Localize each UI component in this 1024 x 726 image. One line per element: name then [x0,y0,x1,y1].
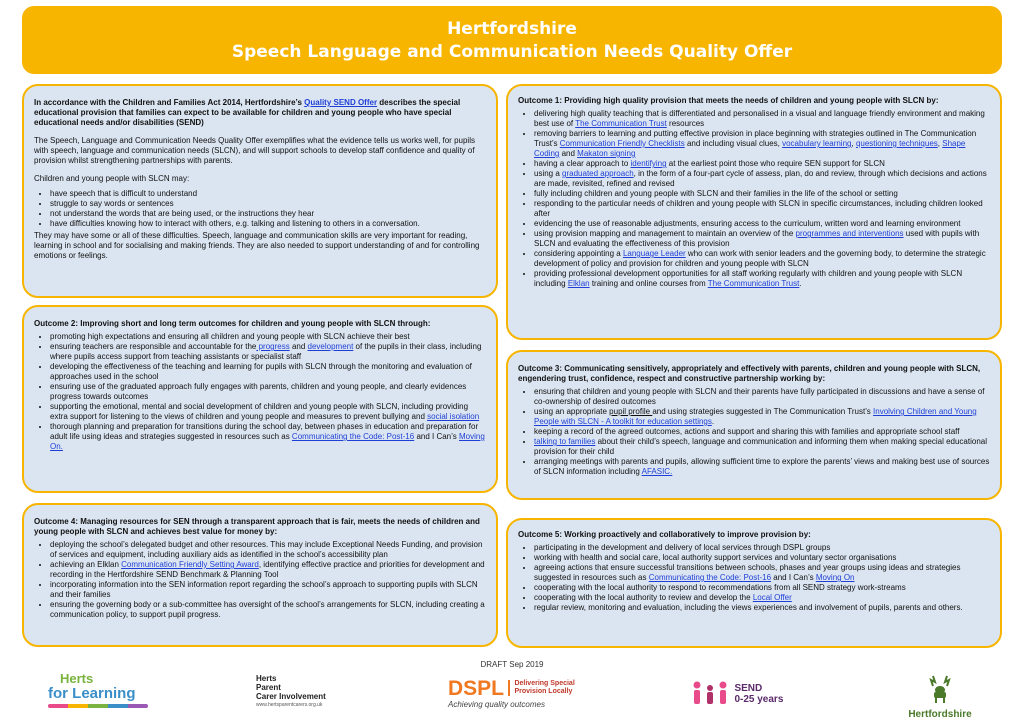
list-item: • having a clear approach to identifying at the earliest point those who require SEN support for SLCN [534,159,990,169]
development-link[interactable]: development [307,342,354,351]
pupil-profile-link[interactable]: pupil profile [609,407,653,416]
communicating-code-link[interactable]: Communicating the Code: Post-16 [291,432,415,441]
list-item: • have difficulties knowing how to interact with others, e.g. talking and listening to others in a conversation. [50,219,486,229]
list-item: • incorporating information into the SEN information report regarding the school’s approach to supporting pupils with SLCN and their families [50,580,486,600]
outcome-3-panel [506,350,1002,500]
list-item: • deploying the school’s delegated budget and other resources. This may include Exceptional Needs Funding, and provision of services and equipment, including auxiliary aids as identified in the school’s accessibility plan [50,540,486,560]
programmes-link[interactable]: programmes and interventions [795,229,904,238]
outcome-2-panel [22,305,498,493]
herts-parent-carer-involvement-logo: Herts Parent Carer Involvement www.hertsparentcarers.org.uk [256,674,326,708]
dspl-logo: DSPL Delivering Special Provision Locally Achieving quality outcomes [448,677,575,709]
list-item: • fully including children and young people with SLCN and their families in the life of the school or setting [534,189,990,199]
list-item: • talking to families about their child’s speech, language and communication and informing them when making special educational provision for their child [534,437,990,457]
outcome-4-panel [22,503,498,647]
herts-for-learning-logo: Herts for Learning [48,672,158,718]
hart-icon [923,672,957,704]
list-item: • developing the effectiveness of the teaching and learning for pupils with SLCN through the monitoring and evaluation of approaches used in the school [50,362,486,382]
shape-coding-link[interactable]: Shape Coding [534,139,966,158]
list-item: • ensuring teachers are responsible and accountable for the progress and development of the pupils in their class, including where pupils access support from teaching assistants or specialist staff [50,342,486,362]
list-item: • arranging meetings with parents and pupils, allowing sufficient time to explore the parents’ views and making best use of sources of SLCN information including AFASIC. [534,457,990,477]
checklists-link[interactable]: Communication Friendly Checklists [559,139,685,148]
intro-panel [22,84,498,298]
list-item: • removing barriers to learning and putting effective provision in place beginning with strategies outlined in The Communication Trust’s Communication Friendly Checklists and including visual clues, vocabulary learning, questioning techniques, Shape Coding and Makaton signing [534,129,990,159]
list-item: • thorough planning and preparation for transitions during the school day, between phases in education and preparation for adult life using ideas and strategies suggested in resources such as Communicating the Code: Post-16 and I Can’s Moving On. [50,422,486,452]
communication-trust-link[interactable]: The Communication Trust [575,119,667,128]
elklan-link[interactable]: Elklan [567,279,590,288]
family-icon [690,680,730,708]
language-leader-link[interactable]: Language Leader [622,249,686,258]
outcome-2-heading: Outcome 2: Improving short and long term outcomes for children and young people with SLCN through: [34,319,431,328]
list-item: • responding to the particular needs of children and young people with SLCN in specific circumstances, including children looked after [534,199,990,219]
outcome-2-list [34,332,486,452]
progress-link[interactable]: progress [256,342,290,351]
moving-on-link[interactable]: Moving On [815,573,855,582]
local-offer-link[interactable]: Local Offer [752,593,792,602]
draft-label: DRAFT Sep 2019 [480,660,544,669]
intro-closing: They may have some or all of these difficulties. Speech, language and communication skills are very important for reading, learning in school and for socialising and making friends. They are also needed to support understanding of and for controlling emotions or feelings. [34,231,480,260]
list-item: • cooperating with the local authority to respond to recommendations from all SEND strategy work-streams [534,583,990,593]
outcome-5-panel [506,518,1002,648]
list-item: • keeping a record of the agreed outcomes, actions and support and sharing this with families and appropriate school staff [534,427,990,437]
identifying-link[interactable]: identifying [630,159,667,168]
list-item: • using provision mapping and management to maintain an overview of the programmes and interventions used with pupils with SLCN and evaluating the effectiveness of this provision [534,229,990,249]
list-item: • struggle to say words or sentences [50,199,486,209]
title-banner [22,6,1002,74]
list-item: • working with health and social care, local authority support services and voluntary sector organisations [534,553,990,563]
outcome-4-list [34,540,486,620]
graduated-approach-link[interactable]: graduated approach [562,169,634,178]
list-item: • agreeing actions that ensure successful transitions between schools, phases and year groups using ideas and strategies suggested in resources such as Communicating the Code: Post-16 and I Can’s Moving On [534,563,990,583]
afasic-link[interactable]: AFASIC. [641,467,673,476]
list-item: • ensuring the governing body or a sub-committee has oversight of the school’s arrangements for SLCN, including creating a communication policy, to support pupil progress. [50,600,486,620]
involving-children-toolkit-link[interactable]: Involving Children and Young People with SLCN - A toolkit for education settings [534,407,977,426]
intro-heading: In accordance with the Children and Families Act 2014, Hertfordshire’s Quality SEND Offer describes the special educational provision that families can expect to be available for children and young people who have special educational needs and/or disabilities (SEND) [34,98,461,127]
social-isolation-link[interactable]: social isolation [427,412,480,421]
list-item: • ensuring that children and young people with SLCN and their parents have fully participated in discussions and have a sense of co-ownership of desired outcomes [534,387,990,407]
talking-to-families-link[interactable]: talking to families [534,437,596,446]
list-item: • considering appointing a Language Leader who can work with senior leaders and the governing body, to determine the strategic development of policy and provision for children and young people with SLCN [534,249,990,269]
list-item: • supporting the emotional, mental and social development of children and young people with SLCN, including providing extra support for listening to the views of children and young people and measures to prevent bullying and social isolation [50,402,486,422]
list-item: • have speech that is difficult to understand [50,189,486,199]
quality-send-offer-link[interactable]: Quality SEND Offer [304,98,378,107]
moving-on-link[interactable]: Moving On. [50,432,485,451]
page-title-county: Hertfordshire [447,19,577,39]
intro-list [34,189,486,229]
list-item: • using an appropriate pupil profile and using strategies suggested in The Communication Trust’s Involving Children and Young People with SLCN - A toolkit for education settings. [534,407,990,427]
list-item: • using a graduated approach, in the form of a four-part cycle of assess, plan, do and review, through which decisions and actions are made, revisited, refined and revised [534,169,990,189]
list-item: • providing professional development opportunities for all staff working regularly with children and young people with SLCN including Elklan training and online courses from The Communication Trust. [534,269,990,289]
setting-award-link[interactable]: Communication Friendly Setting Award [121,560,259,569]
list-item: • evidencing the use of reasonable adjustments, ensuring access to the curriculum, written word and learning environment [534,219,990,229]
list-item: • not understand the words that are being used, or the instructions they hear [50,209,486,219]
outcome-1-panel [506,84,1002,340]
makaton-link[interactable]: Makaton signing [577,149,636,158]
list-item: • regular review, monitoring and evaluation, including the views experiences and involvement of pupils, parents and others. [534,603,990,613]
list-item: • promoting high expectations and ensuring all children and young people with SLCN achieve their best [50,332,486,342]
page-title: Speech Language and Communication Needs Quality Offer [231,42,793,62]
list-item: • ensuring use of the graduated approach fully engages with parents, children and young people, and clearly evidences progress towards outcomes [50,382,486,402]
outcome-5-list [518,543,990,613]
questioning-link[interactable]: questioning techniques [855,139,938,148]
dots-decoration [48,704,148,708]
outcome-1-list [518,109,990,289]
list-item: • participating in the development and delivery of local services through DSPL groups [534,543,990,553]
hertfordshire-logo: Hertfordshire [900,672,980,718]
vocabulary-link[interactable]: vocabulary learning [782,139,852,148]
intro-lead: Children and young people with SLCN may: [34,174,190,183]
list-item: • delivering high quality teaching that is differentiated and personalised in a visual and language friendly environment and making best use of The Communication Trust resources [534,109,990,129]
list-item: • cooperating with the local authority to review and develop the Local Offer [534,593,990,603]
outcome-3-list [518,387,990,477]
communication-trust-link[interactable]: The Communication Trust [707,279,800,288]
list-item: • achieving an Elklan Communication Friendly Setting Award, identifying effective practice and priorities for development and recording in the Hertfordshire SEND Benchmark & Planning Tool [50,560,486,580]
outcome-5-heading: Outcome 5: Working proactively and collaboratively to improve provision by: [518,530,811,539]
outcome-4-heading: Outcome 4: Managing resources for SEN through a transparent approach that is fair, meets the needs of children and young people with SLCN and achieves best value for money by: [34,517,480,536]
communicating-code-link[interactable]: Communicating the Code: Post-16 [648,573,772,582]
send-0-25-logo: SEND 0-25 years [690,680,800,726]
intro-paragraph: The Speech, Language and Communication Needs Quality Offer exemplifies what the evidence tells us works well, for pupils with speech, language and communication needs (SLCN), and will support schools to develop staff confidence and quality of provision whilst strengthening partnerships with parents. [34,136,475,165]
outcome-3-heading: Outcome 3: Communicating sensitively, appropriately and effectively with parents, children and young people with SLCN, engendering trust, confidence, respect and constructive partnership working by: [518,364,981,383]
outcome-1-heading: Outcome 1: Providing high quality provision that meets the needs of children and young people with SLCN by: [518,96,939,105]
